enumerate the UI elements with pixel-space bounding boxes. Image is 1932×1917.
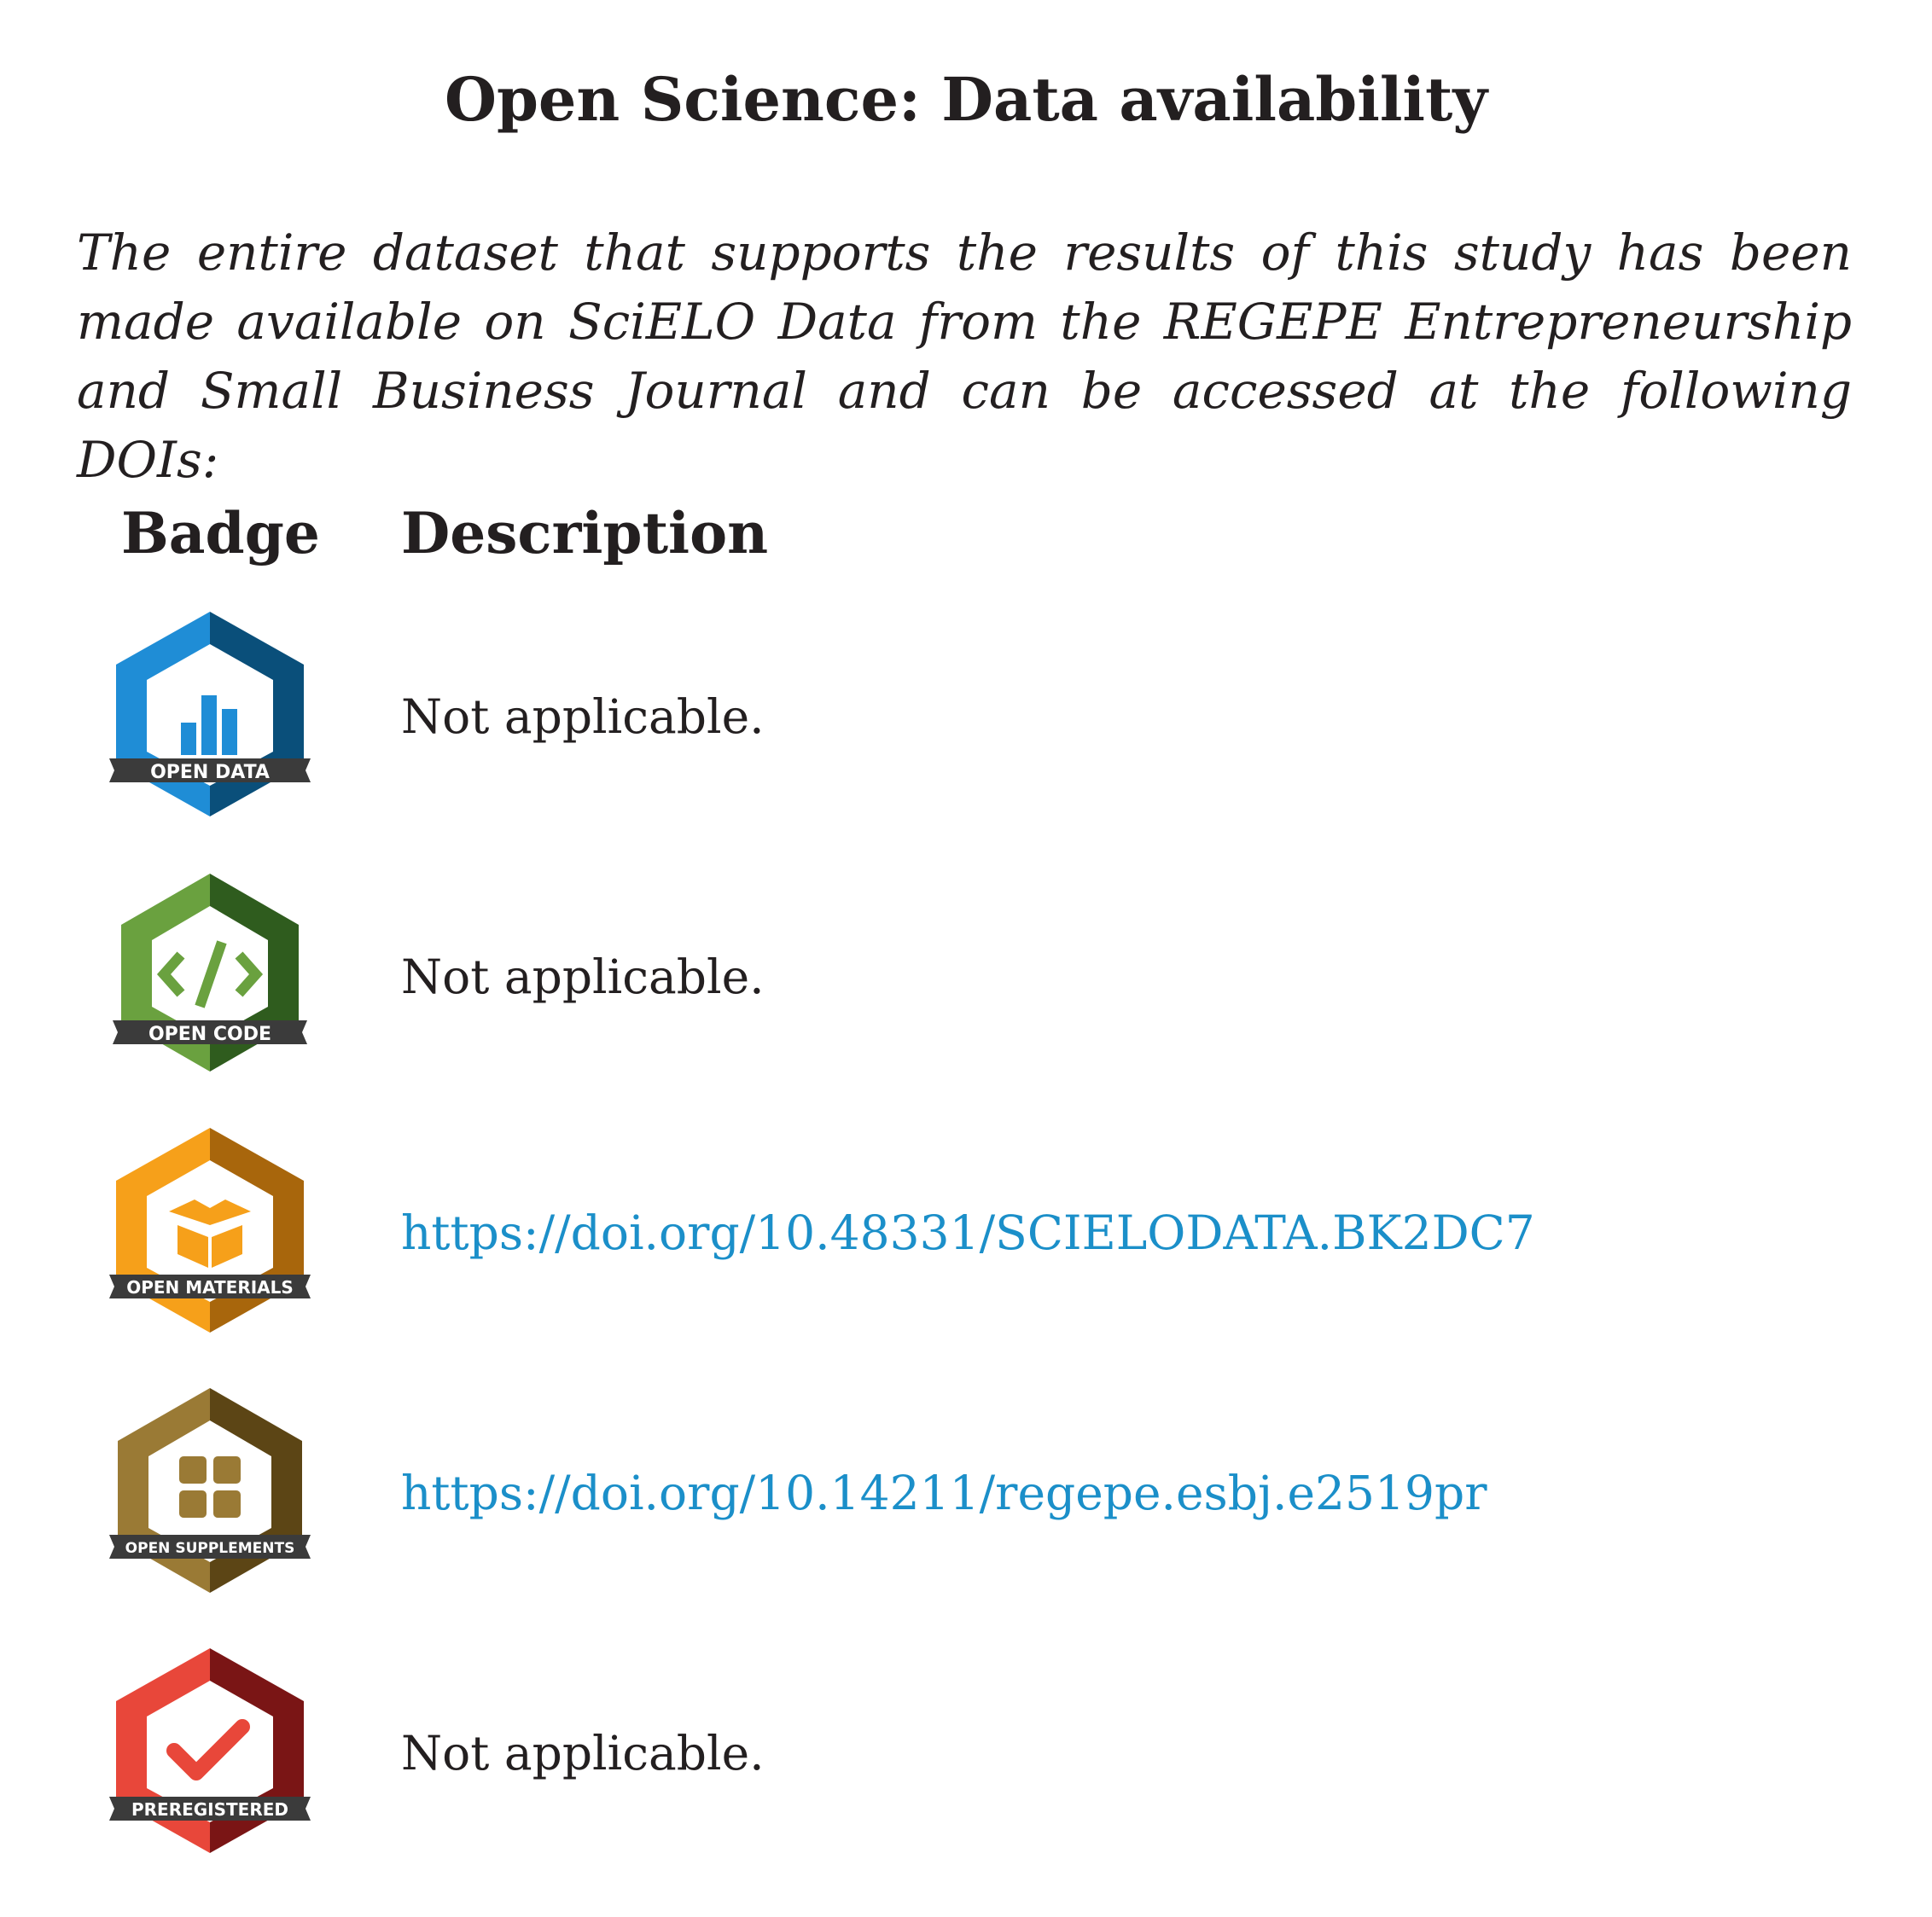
open-data-description: Not applicable. [401, 689, 765, 744]
open-data-badge-graphic [106, 610, 314, 818]
preregistered-badge-graphic [106, 1647, 314, 1855]
preregistered-description: Not applicable. [401, 1726, 765, 1780]
badge-row-open-code [0, 870, 1932, 1083]
description-column-header: Description [401, 500, 769, 566]
open-materials-ribbon-label: OPEN MATERIALS [126, 1277, 294, 1298]
open-supplements-badge [106, 1386, 314, 1595]
badge-column-header: Badge [121, 500, 320, 566]
intro-paragraph: The entire dataset that supports the results of this study has been made available on SciELO Data from the REGEPE Entrepreneurship and Small Business Journal and can be accessed at the following DOIs: [77, 224, 1852, 489]
open-supplements-doi-link[interactable]: https://doi.org/10.14211/regepe.esbj.e2519pr [401, 1466, 1487, 1520]
preregistered-ribbon-label: PREREGISTERED [131, 1799, 289, 1820]
badge-row-open-materials [0, 1126, 1932, 1339]
badge-row-open-data [0, 610, 1932, 823]
open-supplements-badge-graphic [106, 1386, 314, 1595]
open-materials-badge-graphic [106, 1126, 314, 1334]
open-supplements-ribbon-label: OPEN SUPPLEMENTS [125, 1540, 295, 1557]
open-data-badge [106, 610, 314, 818]
open-data-ribbon-label: OPEN DATA [150, 762, 270, 783]
open-code-badge [106, 870, 314, 1078]
preregistered-badge [106, 1647, 314, 1855]
page-title: Open Science: Data availability [444, 64, 1488, 135]
open-materials-doi-link[interactable]: https://doi.org/10.48331/SCIELODATA.BK2DC7 [401, 1205, 1535, 1260]
open-code-description: Not applicable. [401, 950, 765, 1004]
open-materials-badge [106, 1126, 314, 1334]
badge-row-preregistered [0, 1647, 1932, 1860]
open-code-ribbon-label: OPEN CODE [148, 1024, 272, 1045]
badge-row-open-supplements [0, 1386, 1932, 1600]
open-code-badge-graphic [106, 870, 314, 1078]
